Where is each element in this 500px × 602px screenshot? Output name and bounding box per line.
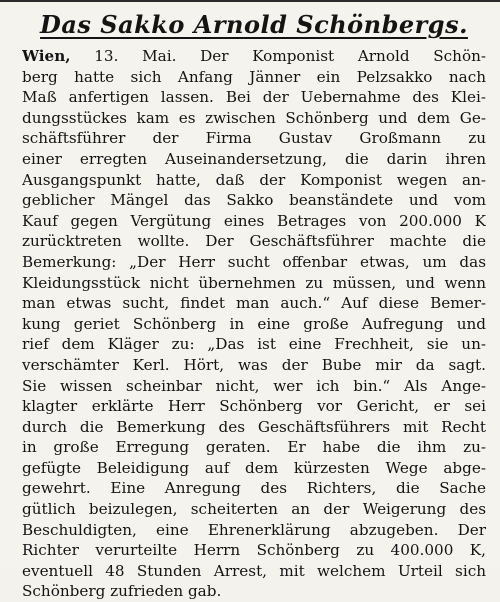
article-line-last: Schönberg zufrieden gab. bbox=[22, 582, 222, 601]
article-line: berg hatte sich Anfang Jänner ein Pelzsakko nach bbox=[22, 67, 486, 86]
article-line: kung geriet Schönberg in eine große Aufregung und bbox=[22, 314, 486, 333]
article-line bbox=[22, 46, 486, 67]
article-line: Richter verurteilte Herrn Schönberg zu 400.000 K, bbox=[22, 541, 486, 560]
article-line: gefügte Beleidigung auf dem kürzesten Wege abge- bbox=[22, 458, 486, 477]
article-line: geblicher Mängel das Sakko beanständete und vom bbox=[22, 191, 486, 210]
article-line: Bemerkung: „Der Herr sucht offenbar etwas, um das bbox=[22, 252, 486, 271]
article-line: durch die Bemerkung des Geschäftsführers mit Recht bbox=[22, 417, 486, 436]
article-line: klagter erklärte Herr Schönberg vor Gericht, er sei bbox=[22, 397, 486, 416]
article-line: eventuell 48 Stunden Arrest, mit welchem Urteil sich bbox=[22, 561, 486, 580]
headline: Das Sakko Arnold Schönbergs. bbox=[40, 10, 468, 39]
dateline: Wien, bbox=[22, 47, 71, 65]
article-line: man etwas sucht, findet man auch.“ Auf diese Bemer- bbox=[22, 294, 486, 313]
top-rule bbox=[0, 0, 500, 2]
article-line-text: 13. Mai. Der Komponist Arnold Schön- bbox=[70, 47, 486, 65]
article-line: verschämter Kerl. Hört, was der Bube mir da sagt. bbox=[22, 355, 486, 374]
article-line: zurücktreten wollte. Der Geschäftsführer machte die bbox=[22, 232, 486, 251]
article-line: in große Erregung geraten. Er habe die ihm zu- bbox=[22, 438, 486, 457]
article-line: Sie wissen scheinbar nicht, wer ich bin.“ Als Ange- bbox=[22, 376, 486, 395]
article-body bbox=[22, 46, 486, 602]
article-line: Maß anfertigen lassen. Bei der Uebernahme des Klei- bbox=[22, 88, 486, 107]
article-line: Kleidungsstück nicht übernehmen zu müssen, und wenn bbox=[22, 273, 486, 292]
article-line: Kauf gegen Vergütung eines Betrages von 200.000 K bbox=[22, 211, 486, 230]
article-line: dungsstückes kam es zwischen Schönberg und dem Ge- bbox=[22, 108, 486, 127]
article-line: einer erregten Auseinandersetzung, die darin ihren bbox=[22, 149, 486, 168]
article-line: Beschuldigten, eine Ehrenerklärung abzugeben. Der bbox=[22, 520, 486, 539]
article-line: gütlich beizulegen, scheiterten an der Weigerung des bbox=[22, 500, 486, 519]
article-line: gewehrt. Eine Anregung des Richters, die Sache bbox=[22, 479, 486, 498]
article-line: Ausgangspunkt hatte, daß der Komponist wegen an- bbox=[22, 170, 486, 189]
article-line: rief dem Kläger zu: „Das ist eine Frechheit, sie un- bbox=[22, 335, 486, 354]
article-line: schäftsführer der Firma Gustav Großmann zu bbox=[22, 129, 486, 148]
